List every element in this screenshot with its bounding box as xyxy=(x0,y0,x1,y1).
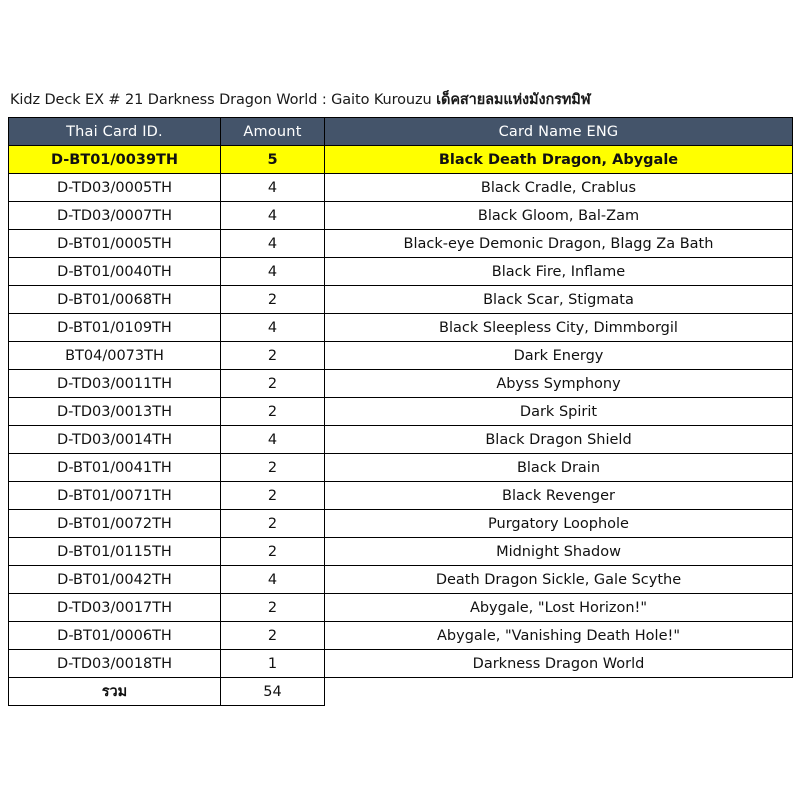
cell-card-name: Abyss Symphony xyxy=(325,370,793,398)
cell-card-id: D-TD03/0014TH xyxy=(9,426,221,454)
cell-card-id: D-BT01/0006TH xyxy=(9,622,221,650)
cell-card-name: Abygale, "Lost Horizon!" xyxy=(325,594,793,622)
cell-total-blank xyxy=(325,678,793,706)
cell-card-name: Black Fire, Inflame xyxy=(325,258,793,286)
table-row xyxy=(9,202,793,230)
cell-amount: 2 xyxy=(221,370,325,398)
table-row xyxy=(9,314,793,342)
page-title-thai: เด็คสายลมแห่งมังกรทมิฬ xyxy=(436,92,591,108)
cell-card-name: Black Drain xyxy=(325,454,793,482)
table-row xyxy=(9,510,793,538)
table-row xyxy=(9,650,793,678)
cell-amount: 4 xyxy=(221,174,325,202)
cell-card-id: D-BT01/0071TH xyxy=(9,482,221,510)
cell-card-id: D-BT01/0068TH xyxy=(9,286,221,314)
table-row xyxy=(9,538,793,566)
cell-total-amount: 54 xyxy=(221,678,325,706)
cell-card-name: Black-eye Demonic Dragon, Blagg Za Bath xyxy=(325,230,793,258)
cell-card-name: Midnight Shadow xyxy=(325,538,793,566)
cell-card-id: D-TD03/0018TH xyxy=(9,650,221,678)
column-header-card-id: Thai Card ID. xyxy=(9,118,221,146)
table-row xyxy=(9,342,793,370)
deck-list-document xyxy=(8,86,792,706)
table-row xyxy=(9,370,793,398)
cell-card-id: D-TD03/0007TH xyxy=(9,202,221,230)
table-row xyxy=(9,398,793,426)
cell-card-name: Death Dragon Sickle, Gale Scythe xyxy=(325,566,793,594)
table-row xyxy=(9,566,793,594)
page-title-english: Kidz Deck EX # 21 Darkness Dragon World : Gaito Kurouzu xyxy=(10,92,437,108)
table-row xyxy=(9,230,793,258)
cell-card-id: D-BT01/0109TH xyxy=(9,314,221,342)
cell-card-id: D-BT01/0042TH xyxy=(9,566,221,594)
cell-amount: 2 xyxy=(221,510,325,538)
table-row xyxy=(9,146,793,174)
table-header xyxy=(9,118,793,146)
table-row xyxy=(9,622,793,650)
cell-card-name: Dark Spirit xyxy=(325,398,793,426)
cell-card-name: Black Dragon Shield xyxy=(325,426,793,454)
cell-total-label: รวม xyxy=(9,678,221,706)
table-header-row xyxy=(9,118,793,146)
column-header-amount: Amount xyxy=(221,118,325,146)
cell-card-name: Black Cradle, Crablus xyxy=(325,174,793,202)
cell-amount: 4 xyxy=(221,202,325,230)
cell-card-name: Black Gloom, Bal-Zam xyxy=(325,202,793,230)
cell-amount: 2 xyxy=(221,594,325,622)
table-row xyxy=(9,426,793,454)
cell-amount: 4 xyxy=(221,230,325,258)
cell-amount: 2 xyxy=(221,286,325,314)
cell-card-name: Black Death Dragon, Abygale xyxy=(325,146,793,174)
table-row xyxy=(9,454,793,482)
deck-table xyxy=(8,117,793,706)
cell-amount: 2 xyxy=(221,538,325,566)
cell-amount: 4 xyxy=(221,314,325,342)
cell-amount: 2 xyxy=(221,622,325,650)
table-row xyxy=(9,258,793,286)
table-row xyxy=(9,594,793,622)
table-total-row xyxy=(9,678,793,706)
cell-amount: 5 xyxy=(221,146,325,174)
cell-card-name: Abygale, "Vanishing Death Hole!" xyxy=(325,622,793,650)
cell-card-id: D-BT01/0005TH xyxy=(9,230,221,258)
cell-card-id: D-TD03/0013TH xyxy=(9,398,221,426)
cell-card-id: D-TD03/0005TH xyxy=(9,174,221,202)
cell-card-name: Dark Energy xyxy=(325,342,793,370)
cell-card-name: Purgatory Loophole xyxy=(325,510,793,538)
cell-amount: 4 xyxy=(221,566,325,594)
table-row xyxy=(9,286,793,314)
cell-card-name: Black Scar, Stigmata xyxy=(325,286,793,314)
cell-card-id: BT04/0073TH xyxy=(9,342,221,370)
cell-card-id: D-BT01/0072TH xyxy=(9,510,221,538)
table-body xyxy=(9,146,793,706)
cell-card-name: Black Sleepless City, Dimmborgil xyxy=(325,314,793,342)
cell-card-id: D-BT01/0115TH xyxy=(9,538,221,566)
cell-amount: 2 xyxy=(221,482,325,510)
cell-card-id: D-BT01/0040TH xyxy=(9,258,221,286)
cell-card-id: D-BT01/0039TH xyxy=(9,146,221,174)
cell-card-name: Black Revenger xyxy=(325,482,793,510)
cell-card-id: D-BT01/0041TH xyxy=(9,454,221,482)
cell-card-name: Darkness Dragon World xyxy=(325,650,793,678)
cell-amount: 2 xyxy=(221,454,325,482)
table-row xyxy=(9,174,793,202)
table-row xyxy=(9,482,793,510)
cell-amount: 2 xyxy=(221,398,325,426)
cell-amount: 1 xyxy=(221,650,325,678)
cell-card-id: D-TD03/0011TH xyxy=(9,370,221,398)
cell-card-id: D-TD03/0017TH xyxy=(9,594,221,622)
page-title xyxy=(8,86,792,117)
column-header-card-name: Card Name ENG xyxy=(325,118,793,146)
cell-amount: 4 xyxy=(221,426,325,454)
cell-amount: 4 xyxy=(221,258,325,286)
cell-amount: 2 xyxy=(221,342,325,370)
